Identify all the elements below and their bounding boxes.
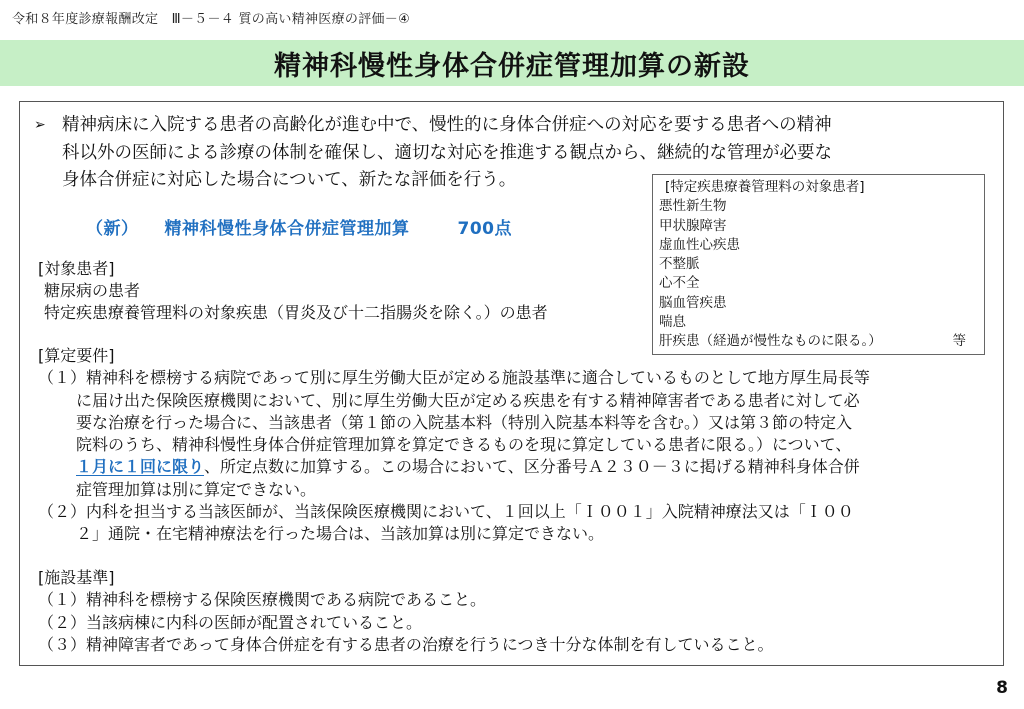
disease-item: 悪性新生物 [659, 198, 727, 215]
target-patient-item: 特定疾患療養管理料の対象疾患（胃炎及び十二指腸炎を除く。）の患者 [44, 303, 548, 322]
requirement-1-line-6: 症管理加算は別に算定できない。 [76, 479, 317, 499]
page-number: 8 [996, 678, 1008, 698]
facility-standards-section [38, 567, 998, 656]
target-patients-title: [対象患者] [38, 259, 115, 278]
facility-item: （１）精神科を標榜する保険医療機関である病院であること。 [38, 590, 487, 610]
requirement-2-text: 内科を担当する当該医師が、当該保険医療機関において、１回以上「Ｉ００１」入院精神療法又は「Ｉ００ [86, 502, 854, 522]
facility-title: [施設基準] [38, 568, 115, 587]
side-box-title: [特定疾患療養管理料の対象患者] [665, 179, 865, 195]
requirement-2-line-2: ２」通院・在宅精神療法を行った場合は、当該加算は別に算定できない。 [76, 524, 605, 544]
disease-item: 甲状腺障害 [659, 217, 727, 234]
title-bar [0, 40, 1024, 86]
requirement-1-num: （１） [38, 368, 87, 388]
requirement-2-num: （２） [38, 502, 87, 522]
disease-item: 脳血管疾患 [659, 294, 727, 311]
new-item-tag: （新） [86, 219, 139, 239]
new-item-heading [86, 214, 512, 239]
facility-item: （３）精神障害者であって身体合併症を有する患者の治療を行うにつき十分な体制を有していること。 [38, 634, 774, 654]
target-patients-section [38, 258, 548, 324]
requirements-title: [算定要件] [38, 346, 115, 365]
requirement-1-line-3: 要な治療を行った場合に、当該患者（第１節の入院基本料（特別入院基本料等を含む。）又は第３節の特定入 [76, 412, 853, 432]
frequency-highlight: １月に１回に限り [76, 457, 205, 477]
disease-item: 虚血性心疾患 [659, 236, 740, 253]
requirements-section [38, 345, 998, 546]
page-title: 精神科慢性身体合併症管理加算の新設 [274, 50, 750, 82]
requirement-1-line-1 [38, 367, 998, 389]
etc-label: 等 [952, 333, 966, 350]
requirement-1-text: 精神科を標榜する病院であって別に厚生労働大臣が定める施設基準に適合しているものとして地方厚生局長等 [86, 368, 870, 388]
target-patient-item: 糖尿病の患者 [44, 281, 141, 300]
side-box-target-diseases [652, 174, 985, 355]
main-content-box [19, 101, 1004, 666]
new-item-name: 精神科慢性身体合併症管理加算 [164, 219, 410, 239]
disease-item: 心不全 [659, 275, 700, 292]
disease-item: 喘息 [659, 314, 686, 331]
requirement-1-line-4: 院料のうち、精神科慢性身体合併症管理加算を算定できるものを現に算定している患者に限る。）について、 [76, 435, 852, 455]
intro-line-1: 精神病床に入院する患者の高齢化が進む中で、慢性的に身体合併症への対応を要する患者への精神 [62, 115, 832, 135]
disease-item: 肝疾患（経過が慢性なものに限る。） [659, 333, 882, 350]
disease-item: 不整脈 [659, 256, 700, 273]
arrow-bullet-icon: ➢ [34, 117, 46, 133]
requirement-2-line-1 [38, 501, 998, 523]
requirement-1-line-2: に届け出た保険医療機関において、別に厚生労働大臣が定める疾患を有する精神障害者である患者に対して必 [76, 390, 860, 410]
facility-item: （２）当該病棟に内科の医師が配置されていること。 [38, 612, 423, 632]
requirement-1-line-5-rest: 、所定点数に加算する。この場合において、区分番号Ａ２３０－３に掲げる精神科身体合併 [204, 457, 860, 477]
intro-line-2: 科以外の医師による診療の体制を確保し、適切な対応を推進する観点から、継続的な管理が必要な [62, 142, 832, 163]
intro-line-3: 身体合併症に対応した場合について、新たな評価を行う。 [62, 170, 517, 190]
breadcrumb: 令和８年度診療報酬改定 Ⅲ－５－４ 質の高い精神医療の評価－④ [12, 12, 411, 27]
new-item-points: 700点 [457, 219, 512, 239]
requirement-1-line-5 [38, 456, 998, 478]
